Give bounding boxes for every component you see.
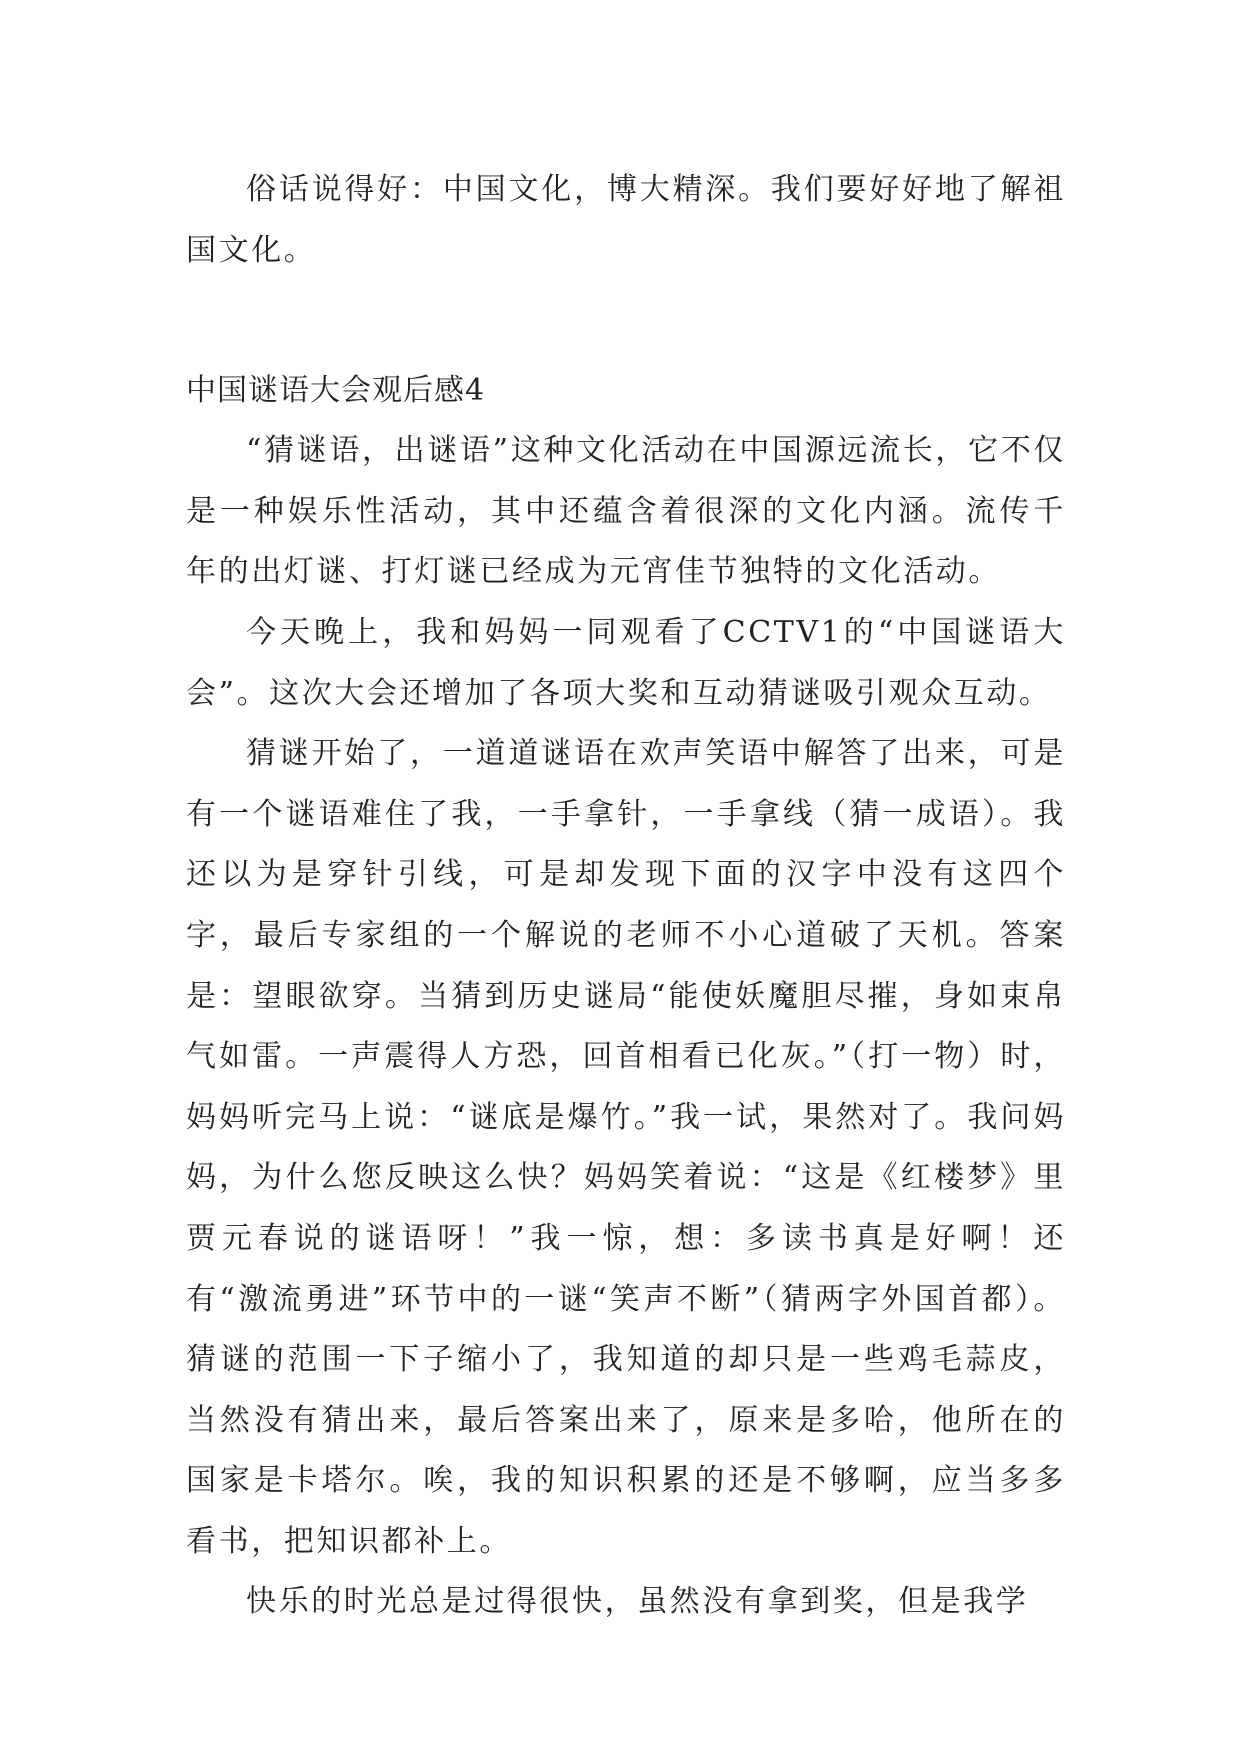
intro-paragraph: 俗话说得好：中国文化，博大精深。我们要好好地了解祖国文化。 [186,172,1066,268]
document-body [186,160,1066,1633]
section-title: 中国谜语大会观后感4 [186,373,486,409]
paragraph-3: 猜谜开始了，一道道谜语在欢声笑语中解答了出来，可是有一个谜语难住了我，一手拿针，一手拿线（猜一成语）。我还以为是穿针引线，可是却发现下面的汉字中没有这四个字，最后专家组的一个解说的老师不小心道破了天机。答案是：望眼欲穿。当猜到历史谜局“能使妖魔胆尽摧，身如束帛气如雷。一声震得人方恐，回首相看已化灰。”（打一物）时，妈妈听完马上说：“谜底是爆竹。”我一试，果然对了。我问妈妈，为什么您反映这么快？妈妈笑着说：“这是《红楼梦》里贾元春说的谜语呀！”我一惊，想：多读书真是好啊！还有“激流勇进”环节中的一谜“笑声不断”（猜两字外国首都）。猜谜的范围一下子缩小了，我知道的却只是一些鸡毛蒜皮，当然没有猜出来，最后答案出来了，原来是多哈，他所在的国家是卡塔尔。唉，我的知识积累的还是不够啊，应当多多看书，把知识都补上。 [186,736,1066,1559]
paragraph-2: 今天晚上，我和妈妈一同观看了CCTV1的“中国谜语大会”。这次大会还增加了各项大奖和互动猜谜吸引观众互动。 [186,614,1066,711]
section-gap [186,281,1066,361]
paragraph-1: “猜谜语，出谜语”这种文化活动在中国源远流长，它不仅是一种娱乐性活动，其中还蕴含着很深的文化内涵。流传千年的出灯谜、打灯谜已经成为元宵佳节独特的文化活动。 [186,433,1066,590]
paragraph-4: 快乐的时光总是过得很快，虽然没有拿到奖，但是我学 [246,1584,1029,1620]
